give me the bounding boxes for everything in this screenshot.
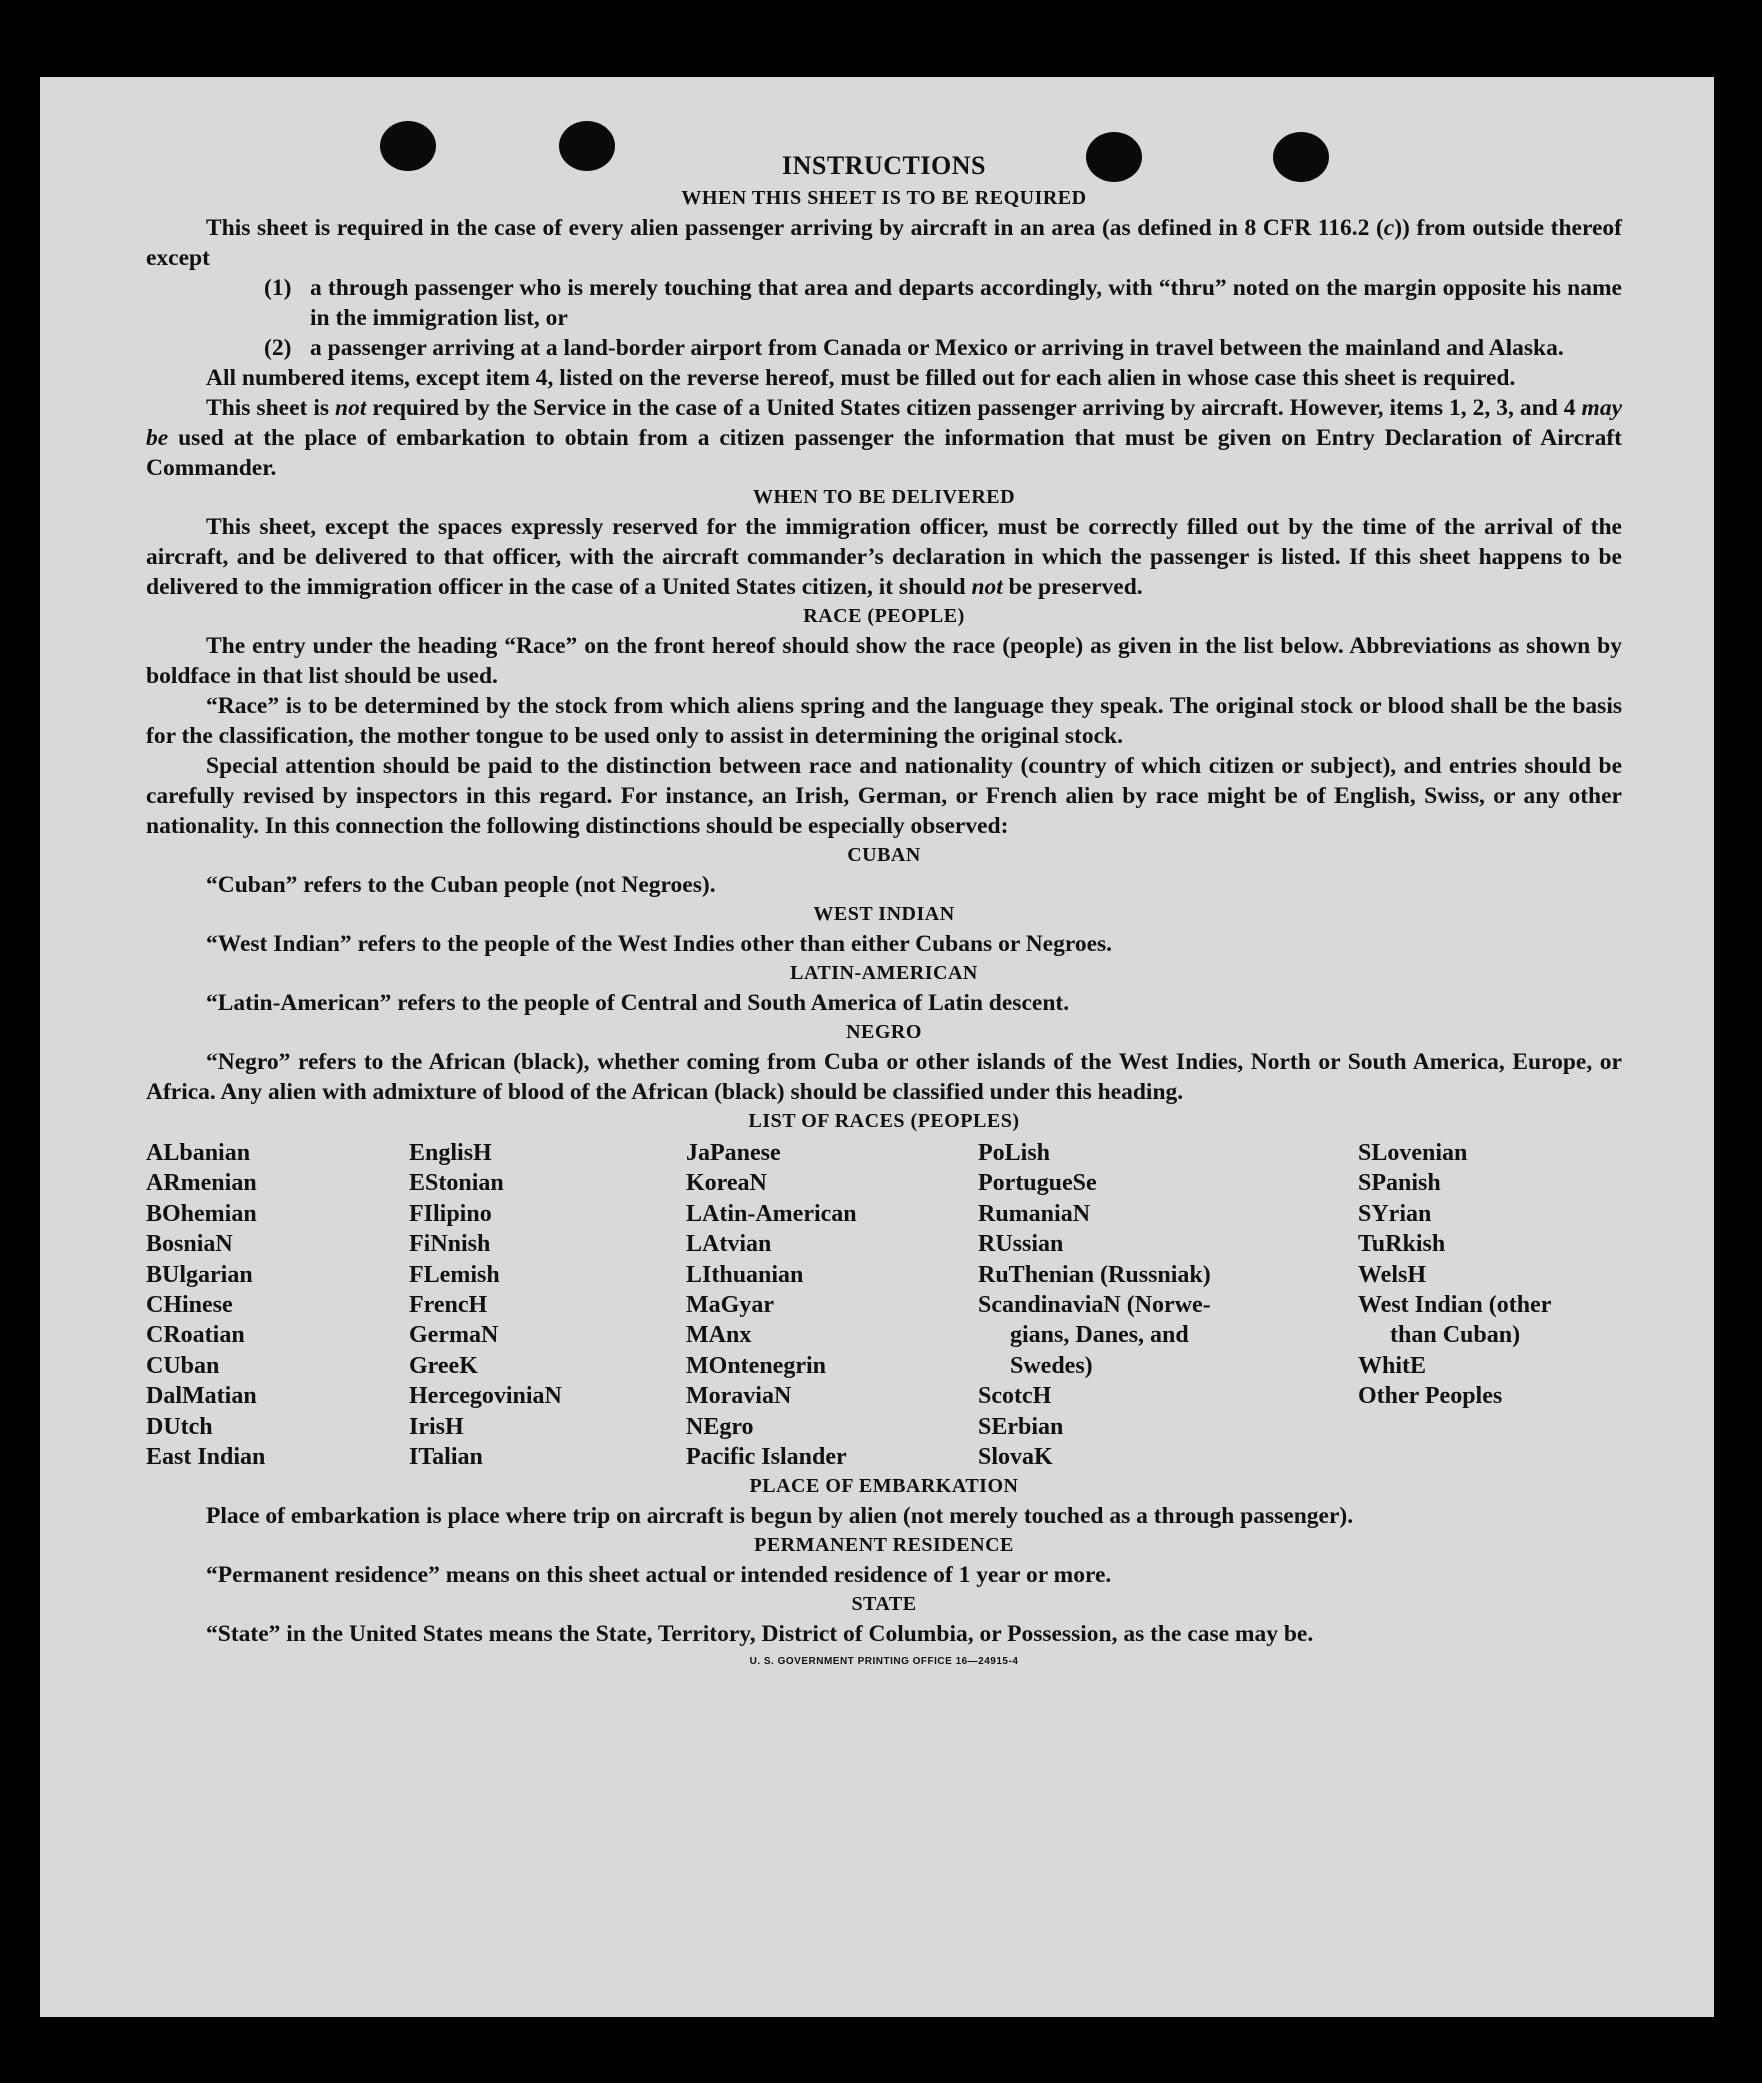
text-segment: “Cuban” refers to the Cuban people (not Negroes). (206, 872, 716, 898)
section-heading: PLACE OF EMBARKATION (749, 1475, 1019, 1498)
race-entry: SYrian (1358, 1200, 1432, 1227)
section-heading: CUBAN (847, 844, 921, 866)
race-entry: LAtvian (686, 1231, 772, 1258)
race-entry: SLovenian (1358, 1140, 1468, 1166)
races-column (146, 1138, 409, 1472)
printer-imprint: U. S. GOVERNMENT PRINTING OFFICE 16—24915-4 (749, 1656, 1019, 1668)
race-entry: GreeK (409, 1352, 478, 1379)
page-title: INSTRUCTIONS (782, 151, 986, 180)
paragraph (146, 751, 1622, 841)
race-entry: KoreaN (686, 1170, 767, 1197)
italic-text: may be (146, 395, 1623, 451)
race-entry: LIthuanian (686, 1261, 804, 1288)
race-entry: Pacific Islander (686, 1444, 847, 1471)
races-column (686, 1138, 978, 1472)
race-entry: gians, Danes, and (1010, 1322, 1189, 1349)
section-heading: LATIN-AMERICAN (790, 962, 978, 984)
paragraph (146, 988, 1622, 1018)
race-entry: West Indian (other (1358, 1292, 1552, 1319)
race-entry: ScandinaviaN (Norwe- (978, 1292, 1211, 1319)
races-column (409, 1138, 686, 1472)
race-entry: JaPanese (686, 1140, 781, 1166)
text-segment: This sheet is required in the case of every alien passenger arriving by aircraft in an area (as defined in 8 CFR 116.2 ( (206, 215, 1384, 241)
race-entry: ScotcH (978, 1383, 1052, 1410)
paragraph (146, 929, 1622, 959)
race-entry: ITalian (409, 1444, 483, 1471)
race-entry: ARmenian (146, 1170, 257, 1197)
race-entry: MOntenegrin (686, 1352, 826, 1379)
paragraph (146, 1501, 1622, 1531)
race-entry: SlovaK (978, 1444, 1053, 1471)
italic-text: not (971, 574, 1003, 600)
text-segment: “West Indian” refers to the people of the West Indies other than either Cubans or Negroes. (206, 931, 1113, 957)
race-entry: TuRkish (1358, 1231, 1446, 1258)
race-entry: BOhemian (146, 1200, 257, 1227)
paragraph (146, 691, 1622, 751)
paragraph (146, 870, 1622, 900)
section-heading: PERMANENT RESIDENCE (754, 1534, 1014, 1557)
race-entry: LAtin-American (686, 1200, 857, 1227)
race-entry: RUssian (978, 1231, 1064, 1258)
section-heading: WHEN THIS SHEET IS TO BE REQUIRED (681, 187, 1087, 209)
item-number: (1) (264, 275, 292, 301)
text-segment: This sheet, except the spaces expressly reserved for the immigration officer, must be correctly filled out by the time of the arrival of the aircraft, and be delivered to that officer, with the aircraft commander’s declaration in which the passenger is listed. If this sheet happens to be delivered to the immigration officer in the case of a United States citizen, it should (146, 514, 1622, 600)
item-number: (2) (264, 335, 292, 361)
paragraph (146, 1619, 1622, 1649)
race-entry: Other Peoples (1358, 1383, 1503, 1410)
race-entry: MaGyar (686, 1292, 774, 1319)
text-segment: Place of embarkation is place where trip on aircraft is begun by alien (not merely touched as a through passenger). (206, 1503, 1354, 1530)
instructions-text (146, 150, 1622, 1669)
section-heading: WEST INDIAN (813, 903, 955, 925)
races-list (146, 1138, 1622, 1472)
paragraph (146, 512, 1622, 602)
race-entry: EStonian (409, 1170, 504, 1197)
list-item (264, 273, 1622, 333)
race-entry: WhitE (1358, 1352, 1427, 1379)
race-entry: HercegoviniaN (409, 1383, 562, 1410)
text-segment: )) from outside thereof except (146, 215, 1622, 271)
race-entry: PoLish (978, 1140, 1051, 1166)
race-entry: EnglisH (409, 1140, 492, 1166)
section-heading: RACE (PEOPLE) (803, 605, 965, 627)
race-entry: CHinese (146, 1292, 233, 1319)
text-segment: Special attention should be paid to the distinction between race and nationality (country of which citizen or subject), and entries should be carefully revised by inspectors in this regard. For instance, an Irish, German, or French alien by race might be of English, Swiss, or any other nationality. In this connection the following distinctions should be especially observed: (146, 753, 1622, 839)
race-entry: RuThenian (Russniak) (978, 1261, 1211, 1288)
sections-top (146, 184, 1622, 1107)
section-heading: STATE (851, 1593, 917, 1616)
race-entry: BUlgarian (146, 1261, 253, 1288)
race-entry: CUban (146, 1352, 220, 1379)
text-segment: used at the place of embarkation to obtain from a citizen passenger the information that must be given on Entry Declaration of Aircraft Commander. (146, 425, 1622, 481)
race-entry: DUtch (146, 1413, 213, 1440)
paragraph (146, 363, 1622, 393)
text-segment: “State” in the United States means the State, Territory, District of Columbia, or Possession, as the case may be. (206, 1621, 1314, 1648)
text-segment: All numbered items, except item 4, listed on the reverse hereof, must be filled out for each alien in whose case this sheet is required. (206, 365, 1516, 391)
race-entry: GermaN (409, 1322, 499, 1349)
race-entry: SErbian (978, 1413, 1064, 1440)
races-heading: LIST OF RACES (PEOPLES) (748, 1110, 1020, 1132)
paragraph (146, 1560, 1622, 1590)
text-segment: “Permanent residence” means on this sheet actual or intended residence of 1 year or more. (206, 1562, 1112, 1589)
paragraph (146, 631, 1622, 691)
race-entry: NEgro (686, 1413, 754, 1440)
race-entry: IrisH (409, 1413, 464, 1440)
italic-text: c (1383, 215, 1395, 241)
race-entry: DalMatian (146, 1383, 257, 1410)
paragraph (146, 1047, 1622, 1107)
item-text (310, 273, 1622, 333)
race-entry: BosniaN (146, 1231, 233, 1258)
item-text (310, 333, 1622, 363)
paragraph (146, 213, 1622, 273)
text-segment: “Race” is to be determined by the stock from which aliens spring and the language they speak. The original stock or blood shall be the basis for the classification, the mother tongue to be used only to assist in determining the original stock. (146, 693, 1622, 749)
race-entry: WelsH (1358, 1261, 1427, 1288)
race-entry: ALbanian (146, 1140, 251, 1166)
race-entry: FrencH (409, 1292, 488, 1319)
text-segment: “Negro” refers to the African (black), whether coming from Cuba or other islands of the West Indies, North or South America, Europe, or Africa. Any alien with admixture of blood of the African (black) should be classified under this heading. (146, 1049, 1622, 1105)
race-entry: MoraviaN (686, 1383, 792, 1410)
text-segment: required by the Service in the case of a United States citizen passenger arriving by aircraft. However, items 1, 2, 3, and 4 (366, 395, 1582, 421)
races-column (978, 1138, 1358, 1472)
section-heading: NEGRO (846, 1021, 922, 1043)
text-segment: This sheet is (206, 395, 336, 421)
list-item (264, 333, 1622, 363)
sections-bottom (146, 1472, 1622, 1649)
race-entry: MAnx (686, 1322, 752, 1349)
race-entry: than Cuban) (1390, 1322, 1521, 1349)
text-segment: be preserved. (1002, 574, 1143, 600)
text-segment: “Latin-American” refers to the people of Central and South America of Latin descent. (206, 990, 1070, 1016)
race-entry: Swedes) (1010, 1352, 1093, 1379)
race-entry: FLemish (409, 1261, 500, 1288)
paragraph (146, 393, 1622, 483)
races-column (1358, 1138, 1622, 1472)
race-entry: PortugueSe (978, 1170, 1097, 1197)
section-heading: WHEN TO BE DELIVERED (752, 486, 1016, 508)
race-entry: FiNnish (409, 1231, 491, 1258)
italic-text: not (335, 395, 367, 421)
race-entry: FIlipino (409, 1200, 492, 1227)
text-segment: The entry under the heading “Race” on the front hereof should show the race (people) as given in the list below. Abbreviations as shown by boldface in that list should be used. (146, 633, 1622, 689)
race-entry: RumaniaN (978, 1200, 1091, 1227)
race-entry: CRoatian (146, 1322, 245, 1349)
text-segment: a passenger arriving at a land-border airport from Canada or Mexico or arriving in travel between the mainland and Alaska. (310, 335, 1564, 361)
race-entry: East Indian (146, 1444, 266, 1471)
text-segment: a through passenger who is merely touching that area and departs accordingly, with “thru” noted on the margin opposite his name in the immigration list, or (310, 275, 1622, 331)
race-entry: SPanish (1358, 1170, 1441, 1197)
